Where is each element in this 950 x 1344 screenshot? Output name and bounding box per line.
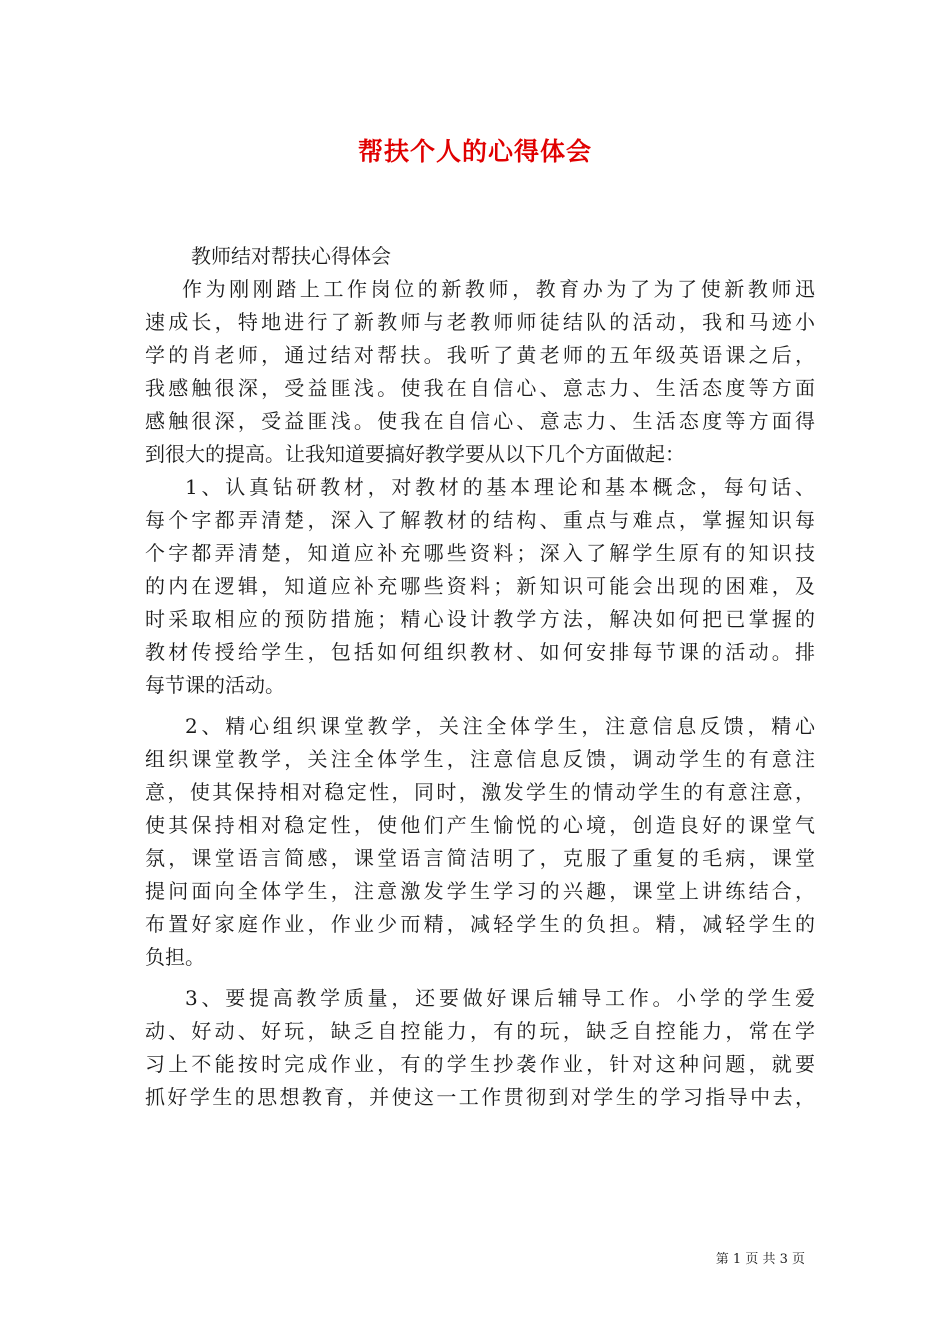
paragraph-line: 动、好动、好玩，缺乏自控能力，有的玩，缺乏自控能力，常在学 (145, 1019, 815, 1043)
paragraph-1 (145, 273, 815, 471)
document-subtitle: 教师结对帮扶心得体会 (191, 244, 391, 268)
paragraph-line: 时采取相应的预防措施；精心设计教学方法，解决如何把已掌握的 (145, 607, 815, 631)
paragraph-3 (145, 710, 815, 974)
paragraph-line: 到很大的提高。让我知道要搞好教学要从以下几个方面做起： (145, 442, 685, 466)
paragraph-line: 学的肖老师，通过结对帮扶。我听了黄老师的五年级英语课之后， (145, 343, 815, 367)
paragraph-line: 感触很深，受益匪浅。使我在自信心、意志力、生活态度等方面得 (145, 409, 815, 433)
paragraph-line: 布置好家庭作业，作业少而精，减轻学生的负担。精，减轻学生的 (145, 912, 815, 936)
paragraph-line: 教材传授给学生，包括如何组织教材、如何安排每节课的活动。排 (145, 640, 815, 664)
paragraph-line: 负担。 (145, 945, 205, 969)
paragraph-line: 个字都弄清楚，知道应补充哪些资料；深入了解学生原有的知识技 (145, 541, 815, 565)
paragraph-line: 意，使其保持相对稳定性，同时，激发学生的情动学生的有意注意， (145, 780, 815, 804)
paragraph-line: 提问面向全体学生，注意激发学生学习的兴趣，课堂上讲练结合， (145, 879, 815, 903)
paragraph-line: 3、要提高教学质量，还要做好课后辅导工作。小学的学生爱 (185, 986, 815, 1010)
paragraph-line: 作为刚刚踏上工作岗位的新教师，教育办为了为了使新教师迅 (182, 277, 815, 301)
paragraph-line: 习上不能按时完成作业，有的学生抄袭作业，针对这种问题，就要 (145, 1052, 815, 1076)
paragraph-line: 速成长，特地进行了新教师与老教师师徒结队的活动，我和马迹小 (145, 310, 815, 334)
paragraph-line: 使其保持相对稳定性，使他们产生愉悦的心境，创造良好的课堂气 (145, 813, 815, 837)
paragraph-line: 组织课堂教学，关注全体学生，注意信息反馈，调动学生的有意注 (145, 747, 815, 771)
paragraph-line: 每节课的活动。 (145, 673, 285, 697)
paragraph-line: 抓好学生的思想教育，并使这一工作贯彻到对学生的学习指导中去， (145, 1085, 815, 1109)
paragraph-line: 1、认真钻研教材，对教材的基本理论和基本概念，每句话、 (185, 475, 815, 499)
paragraph-line: 每个字都弄清楚，深入了解教材的结构、重点与难点，掌握知识每 (145, 508, 815, 532)
paragraph-line: 的内在逻辑，知道应补充哪些资料；新知识可能会出现的困难，及 (145, 574, 815, 598)
paragraph-line: 2、精心组织课堂教学，关注全体学生，注意信息反馈，精心 (185, 714, 815, 738)
paragraph-4 (145, 982, 815, 1114)
paragraph-line: 我感触很深，受益匪浅。使我在自信心、意志力、生活态度等方面 (145, 376, 815, 400)
paragraph-2 (145, 471, 815, 702)
page-number-footer: 第 1 页 共 3 页 (715, 1252, 805, 1267)
document-body (145, 240, 815, 1114)
document-title: 帮扶个人的心得体会 (357, 137, 592, 166)
paragraph-line: 氛，课堂语言简感，课堂语言简洁明了，克服了重复的毛病，课堂 (145, 846, 815, 870)
